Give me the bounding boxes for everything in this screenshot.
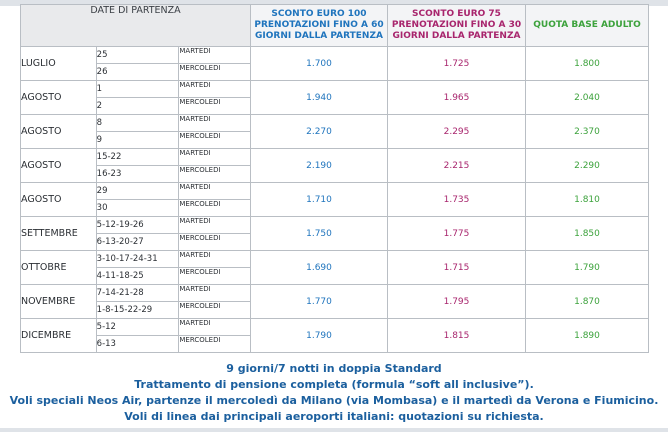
price-discount-75-cell: 1.725 [388,47,526,81]
month-cell: AGOSTO [21,149,97,183]
tuesday-dates-cell: 3-10-17-24-31 [96,251,179,268]
price-discount-100-cell: 1.690 [251,251,388,285]
price-base-cell: 2.290 [526,149,649,183]
tuesday-dates-cell: 5-12-19-26 [96,217,179,234]
wednesday-day-cell: MERCOLEDI [179,268,251,285]
month-cell: DICEMBRE [21,319,97,353]
price-base-cell: 2.040 [526,81,649,115]
tuesday-day-cell: MARTEDI [179,217,251,234]
tuesday-day-cell: MARTEDI [179,47,251,64]
base-price-header: QUOTA BASE ADULTO [526,5,649,47]
price-discount-100-cell: 1.700 [251,47,388,81]
price-discount-75-cell: 1.775 [388,217,526,251]
price-discount-75-cell: 1.735 [388,183,526,217]
discount-100-title: SCONTO EURO 100 [271,9,367,19]
discount-100-line2: PRENOTAZIONI FINO A 60 [254,20,384,30]
table-row [21,115,649,132]
tuesday-day-cell: MARTEDI [179,115,251,132]
table-row [21,251,649,268]
price-discount-100-cell: 1.710 [251,183,388,217]
bottom-border-strip [0,428,668,432]
month-cell: NOVEMBRE [21,285,97,319]
table-row [21,285,649,302]
price-base-cell: 1.800 [526,47,649,81]
footer-line-board: Trattamento di pensione completa (formula “soft all inclusive”). [134,378,534,391]
tuesday-day-cell: MARTEDI [179,285,251,302]
price-discount-75-cell: 1.715 [388,251,526,285]
wednesday-dates-cell: 6-13 [96,336,179,353]
month-cell: AGOSTO [21,115,97,149]
wednesday-dates-cell: 4-11-18-25 [96,268,179,285]
table-row [21,217,649,234]
discount-75-title: SCONTO EURO 75 [412,9,501,19]
price-discount-100-cell: 1.770 [251,285,388,319]
table-header-row [21,5,649,47]
tuesday-dates-cell: 25 [96,47,179,64]
price-discount-75-cell: 1.815 [388,319,526,353]
tuesday-dates-cell: 8 [96,115,179,132]
price-discount-100-cell: 1.790 [251,319,388,353]
wednesday-day-cell: MERCOLEDI [179,336,251,353]
price-base-cell: 1.870 [526,285,649,319]
month-cell: LUGLIO [21,47,97,81]
date-header: DATE DI PARTENZA [21,5,251,47]
discount-75-line3: GIORNI DALLA PARTENZA [392,31,521,41]
price-discount-75-cell: 1.795 [388,285,526,319]
wednesday-day-cell: MERCOLEDI [179,132,251,149]
tuesday-dates-cell: 15-22 [96,149,179,166]
month-cell: AGOSTO [21,183,97,217]
wednesday-day-cell: MERCOLEDI [179,234,251,251]
tuesday-dates-cell: 29 [96,183,179,200]
wednesday-dates-cell: 6-13-20-27 [96,234,179,251]
tuesday-day-cell: MARTEDI [179,251,251,268]
departure-price-table [20,4,649,353]
tuesday-day-cell: MARTEDI [179,149,251,166]
table-row [21,47,649,64]
tuesday-dates-cell: 1 [96,81,179,98]
wednesday-dates-cell: 1-8-15-22-29 [96,302,179,319]
tuesday-dates-cell: 7-14-21-28 [96,285,179,302]
table-row [21,149,649,166]
discount-75-line2: PRENOTAZIONI FINO A 30 [391,20,522,30]
wednesday-dates-cell: 26 [96,64,179,81]
table-row [21,81,649,98]
price-base-cell: 1.810 [526,183,649,217]
month-cell: AGOSTO [21,81,97,115]
table-row [21,183,649,200]
discount-100-line3: GIORNI DALLA PARTENZA [255,31,383,41]
wednesday-day-cell: MERCOLEDI [179,64,251,81]
price-discount-75-cell: 2.215 [388,149,526,183]
price-discount-75-cell: 2.295 [388,115,526,149]
month-cell: SETTEMBRE [21,217,97,251]
footer-line-scheduled: Voli di linea dai principali aeroporti italiani: quotazioni su richiesta. [124,410,544,423]
price-base-cell: 1.790 [526,251,649,285]
wednesday-dates-cell: 30 [96,200,179,217]
price-base-cell: 1.890 [526,319,649,353]
price-discount-100-cell: 1.750 [251,217,388,251]
discount-100-header [251,5,388,47]
table-row [21,319,649,336]
wednesday-day-cell: MERCOLEDI [179,98,251,115]
price-base-cell: 2.370 [526,115,649,149]
footer-line-flights: Voli speciali Neos Air, partenze il mercoledì da Milano (via Mombasa) e il martedì da Verona e Fiumicino. [9,394,659,407]
price-base-cell: 1.850 [526,217,649,251]
wednesday-dates-cell: 16-23 [96,166,179,183]
tuesday-day-cell: MARTEDI [179,319,251,336]
price-discount-75-cell: 1.965 [388,81,526,115]
footer-notes [0,361,668,425]
discount-75-header [388,5,526,47]
tuesday-day-cell: MARTEDI [179,81,251,98]
price-discount-100-cell: 2.190 [251,149,388,183]
tuesday-dates-cell: 5-12 [96,319,179,336]
table-body [21,47,649,353]
price-discount-100-cell: 1.940 [251,81,388,115]
price-discount-100-cell: 2.270 [251,115,388,149]
wednesday-dates-cell: 9 [96,132,179,149]
wednesday-dates-cell: 2 [96,98,179,115]
month-cell: OTTOBRE [21,251,97,285]
wednesday-day-cell: MERCOLEDI [179,302,251,319]
wednesday-day-cell: MERCOLEDI [179,166,251,183]
footer-line-duration: 9 giorni/7 notti in doppia Standard [226,362,442,375]
wednesday-day-cell: MERCOLEDI [179,200,251,217]
tuesday-day-cell: MARTEDI [179,183,251,200]
